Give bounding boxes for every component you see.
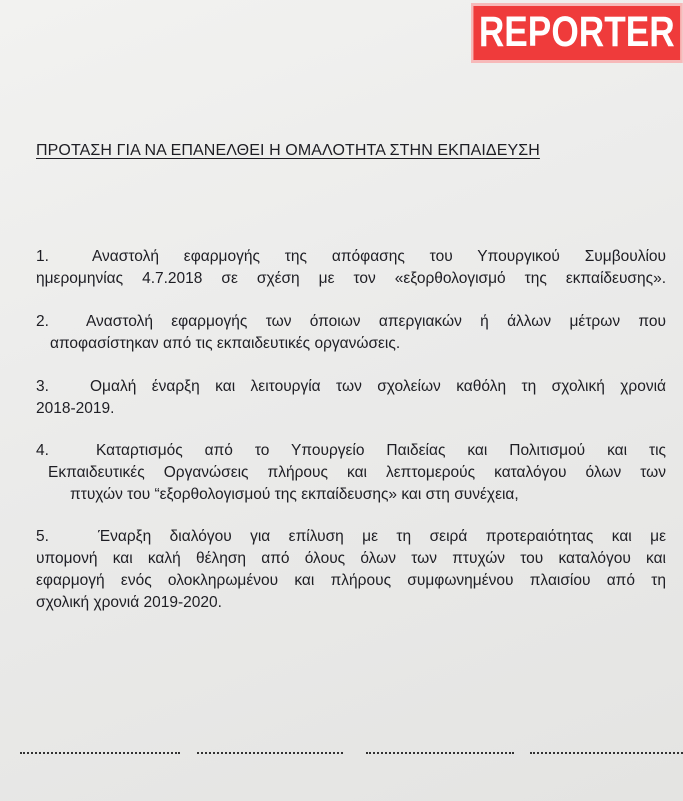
list-item-line: αποφασίστηκαν από τις εκπαιδευτικές οργανώσεις. (50, 335, 401, 352)
list-item (36, 376, 666, 420)
list-item-number: 4. (36, 442, 49, 459)
list-item-number: 1. (36, 248, 49, 265)
list-item-line: 2. Αναστολή εφαρμογής των όποιων απεργιακών ή άλλων μέτρων που (36, 311, 666, 333)
signature-line (20, 740, 180, 754)
signature-line (530, 740, 683, 754)
list-item-line: υπομονή και καλή θέληση από όλους όλων των πτυχών του καταλόγου και (36, 550, 666, 567)
list-item-number: 5. (36, 528, 49, 545)
document-title: ΠΡΟΤΑΣΗ ΓΙΑ ΝΑ ΕΠΑΝΕΛΘΕΙ Η ΟΜΑΛΟΤΗΤΑ ΣΤΗΝ ΕΚΠΑΙΔΕΥΣΗ (36, 142, 540, 159)
list-item-line: 1. Αναστολή εφαρμογής της απόφασης του Υπουργικού Συμβουλίου (36, 246, 666, 268)
list-item-number: 3. (36, 378, 49, 395)
list-item-line: 5. Έναρξη διαλόγου για επίλυση με τη σειρά προτεραιότητας και με (36, 526, 666, 548)
reporter-logo: REPORTER (471, 3, 683, 63)
list-item-line: 2018-2019. (36, 400, 115, 417)
list-item-line: 3. Ομαλή έναρξη και λειτουργία των σχολείων καθόλη τη σχολική χρονιά (36, 376, 666, 398)
list-item-line: εφαρμογή ενός ολοκληρωμένου και πλήρους συμφωνημένου πλαισίου από τη (36, 572, 666, 589)
list-item-number: 2. (36, 313, 49, 330)
list-item (36, 526, 666, 614)
list-item-line: 4. Καταρτισμός από το Υπουργείο Παιδείας και Πολιτισμού και τις (36, 440, 666, 462)
signature-line (366, 740, 514, 754)
list-item (36, 311, 666, 355)
signature-line (197, 740, 343, 754)
list-item (36, 440, 666, 506)
list-item-line: Εκπαιδευτικές Οργανώσεις πλήρους και λεπτομερούς καταλόγου όλων των (48, 464, 666, 481)
list-item-line: ημερομηνίας 4.7.2018 σε σχέση με τον «εξορθολογισμό της εκπαίδευσης». (36, 270, 666, 287)
list-item-line: σχολική χρονιά 2019-2020. (36, 594, 222, 611)
list-item (36, 246, 666, 290)
signature-lines (20, 740, 683, 754)
list-item-line: πτυχών του “εξορθολογισμού της εκπαίδευσης» και στη συνέχεια, (70, 486, 519, 503)
